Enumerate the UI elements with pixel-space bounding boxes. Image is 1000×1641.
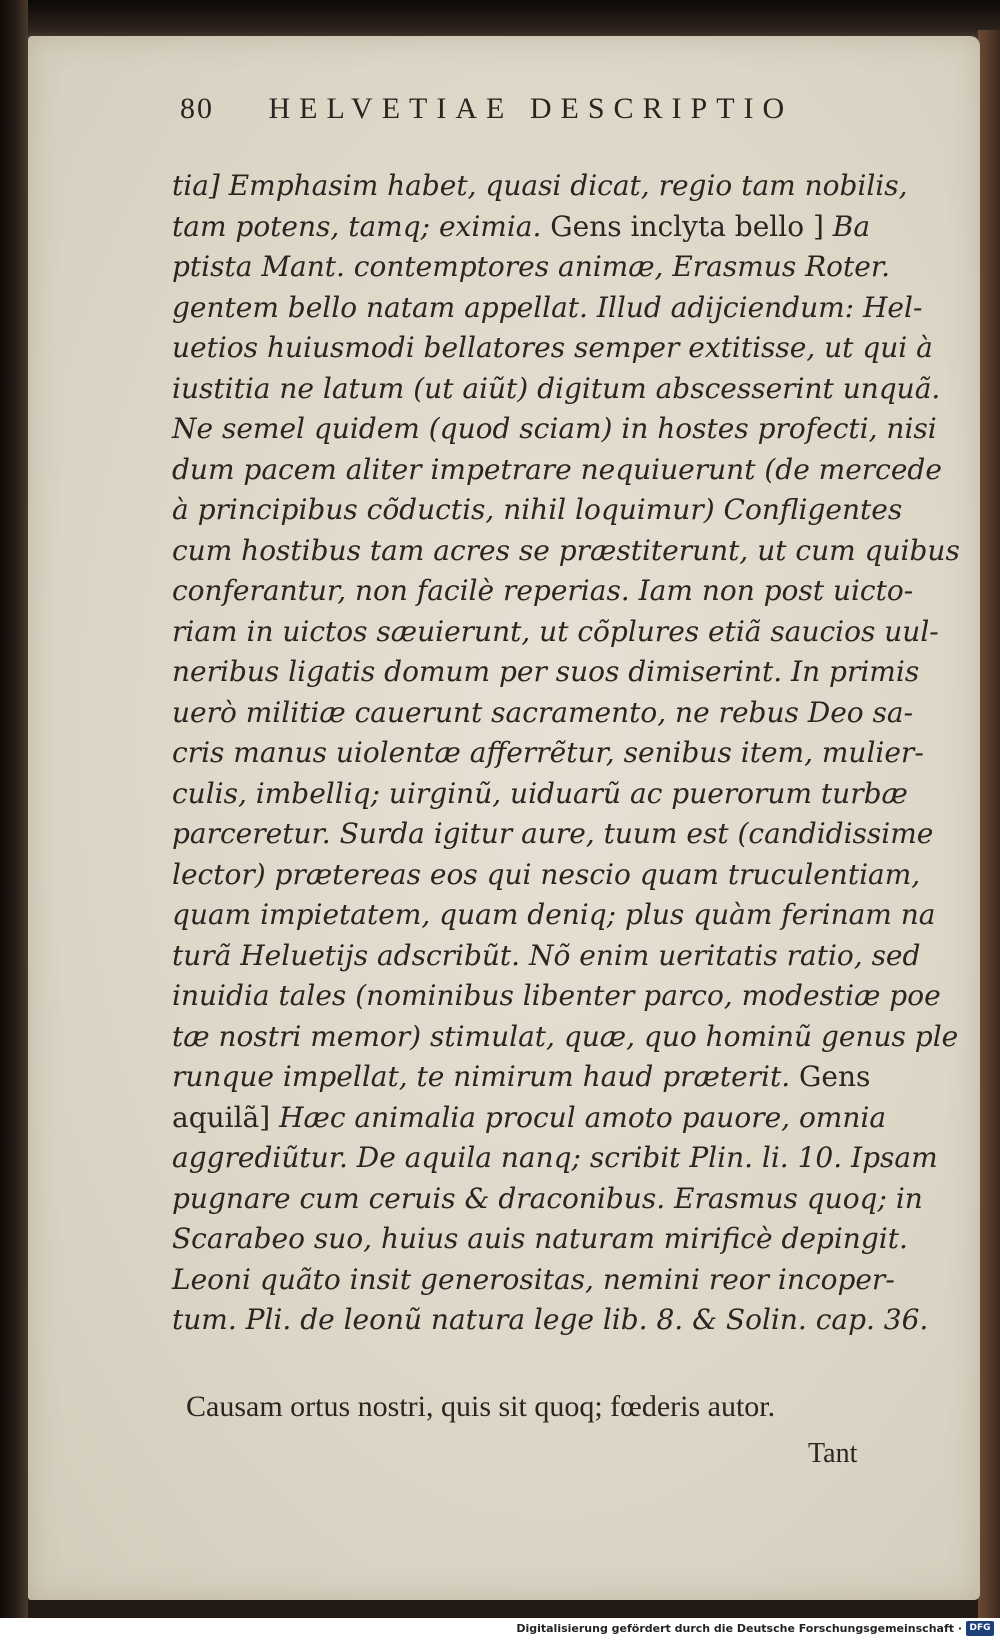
running-head (180, 92, 880, 140)
italic-segment: iustitia ne latum (ut aiũt) digitum abscesserint unquã. (172, 371, 941, 405)
text-line (172, 814, 934, 855)
italic-segment: tam potens, tamq; eximia. (172, 209, 542, 243)
page-number: 80 (180, 92, 214, 125)
text-line (172, 531, 960, 572)
text-line (172, 288, 923, 329)
italic-segment: Hæc animalia procul amoto pauore, omnia (270, 1100, 887, 1134)
italic-segment: pugnare cum ceruis & draconibus. Erasmus quoq; in (172, 1181, 923, 1215)
text-line (172, 895, 936, 936)
italic-segment: gentem bello natam appellat. Illud adijciendum: Hel- (172, 290, 923, 324)
italic-segment: Leoni quãto insit generositas, nemini reor incoper- (172, 1262, 895, 1296)
italic-segment: culis, imbelliq; uirginũ, uiduarũ ac puerorum turbæ (172, 776, 908, 810)
body-text (172, 166, 960, 1341)
text-line (172, 409, 937, 450)
italic-segment: tæ nostri memor) stimulat, quæ, quo hominũ genus ple (172, 1019, 959, 1053)
text-line (172, 774, 908, 815)
italic-segment: aggrediũtur. De aquila nanq; scribit Plin. li. 10. Ipsam (172, 1141, 938, 1174)
italic-segment: uetios huiusmodi bellatores semper extitisse, ut qui à (172, 331, 933, 364)
text-line (172, 571, 914, 612)
book-fore-edge (978, 30, 1000, 1618)
text-line (172, 207, 892, 248)
text-line (172, 693, 914, 734)
text-line (172, 166, 908, 207)
italic-segment: ptista Mant. contemptores animæ, Erasmus Roter. (172, 250, 891, 283)
italic-segment: Ne semel quidem (quod sciam) in hostes profecti, nisi (172, 412, 937, 445)
italic-segment: tum. Pli. de leonũ natura lege lib. 8. & Solin. cap. 36. (172, 1303, 929, 1336)
text-line (172, 369, 941, 410)
text-line (172, 733, 924, 774)
italic-segment: tia] Emphasim habet, quasi dicat, regio tam nobilis, (172, 169, 908, 202)
roman-segment: Gens (790, 1060, 871, 1093)
funding-credit: Digitalisierung gefördert durch die Deutsche Forschungsgemeinschaft · (516, 1622, 962, 1635)
italic-segment: Ba (823, 209, 871, 243)
italic-segment: neribus ligatis domum per suos dimiserint. In primis (172, 655, 920, 688)
text-line (172, 976, 941, 1017)
footer-bar (0, 1618, 1000, 1641)
text-line (172, 1098, 892, 1139)
text-line (172, 450, 942, 491)
text-line (172, 247, 892, 288)
text-line (172, 1179, 923, 1220)
text-line (172, 1057, 892, 1098)
text-line (172, 1017, 959, 1058)
text-line (172, 1300, 929, 1341)
italic-segment: runque impellat, te nimirum haud præterit. (172, 1060, 791, 1093)
italic-segment: parceretur. Surda igitur aure, tuum est (candidissime (172, 817, 934, 850)
text-line (172, 612, 939, 653)
running-head-title: HELVETIAE DESCRIPTIO (268, 92, 794, 125)
text-line (172, 1260, 895, 1301)
text-line (172, 855, 921, 896)
roman-segment: aquilã] (172, 1100, 271, 1134)
italic-segment: turã Heluetijs adscribũt. Nõ enim ueritatis ratio, sed (172, 938, 921, 972)
book-spine (0, 0, 28, 1618)
dfg-logo: DFG (966, 1621, 994, 1636)
roman-segment: Gens inclyta bello ] (541, 209, 824, 243)
italic-segment: conferantur, non facilè reperias. Iam non post uicto- (172, 574, 914, 607)
text-line (172, 936, 921, 977)
text-line (172, 328, 933, 369)
italic-segment: à principibus cõductis, nihil loquimur) Confligentes (172, 493, 903, 526)
italic-segment: inuidia tales (nominibus libenter parco, modestiæ poe (172, 979, 941, 1012)
italic-segment: uerò militiæ cauerunt sacramento, ne rebus Deo sa- (172, 695, 914, 729)
italic-segment: Scarabeo suo, huius auis naturam mirificè depingit. (172, 1222, 908, 1255)
italic-segment: cris manus uiolentæ afferrẽtur, senibus item, mulier- (172, 736, 924, 769)
italic-segment: quam impietatem, quam deniq; plus quàm ferinam na (172, 898, 936, 931)
text-line (172, 652, 920, 693)
text-line (172, 1138, 938, 1179)
book-top-edge (0, 0, 1000, 40)
italic-segment: lector) prætereas eos qui nescio quam truculentiam, (172, 857, 921, 891)
catchword: Tant (808, 1438, 858, 1469)
italic-segment: cum hostibus tam acres se præstiterunt, ut cum quibus (172, 533, 960, 567)
text-line (172, 1219, 908, 1260)
text-line (172, 490, 903, 531)
italic-segment: riam in uictos sæuierunt, ut cõplures etiã saucios uul- (172, 614, 939, 648)
verse-line: Causam ortus nostri, quis sit quoq; fœderis autor. (186, 1390, 776, 1423)
italic-segment: dum pacem aliter impetrare nequiuerunt (de mercede (172, 452, 942, 486)
